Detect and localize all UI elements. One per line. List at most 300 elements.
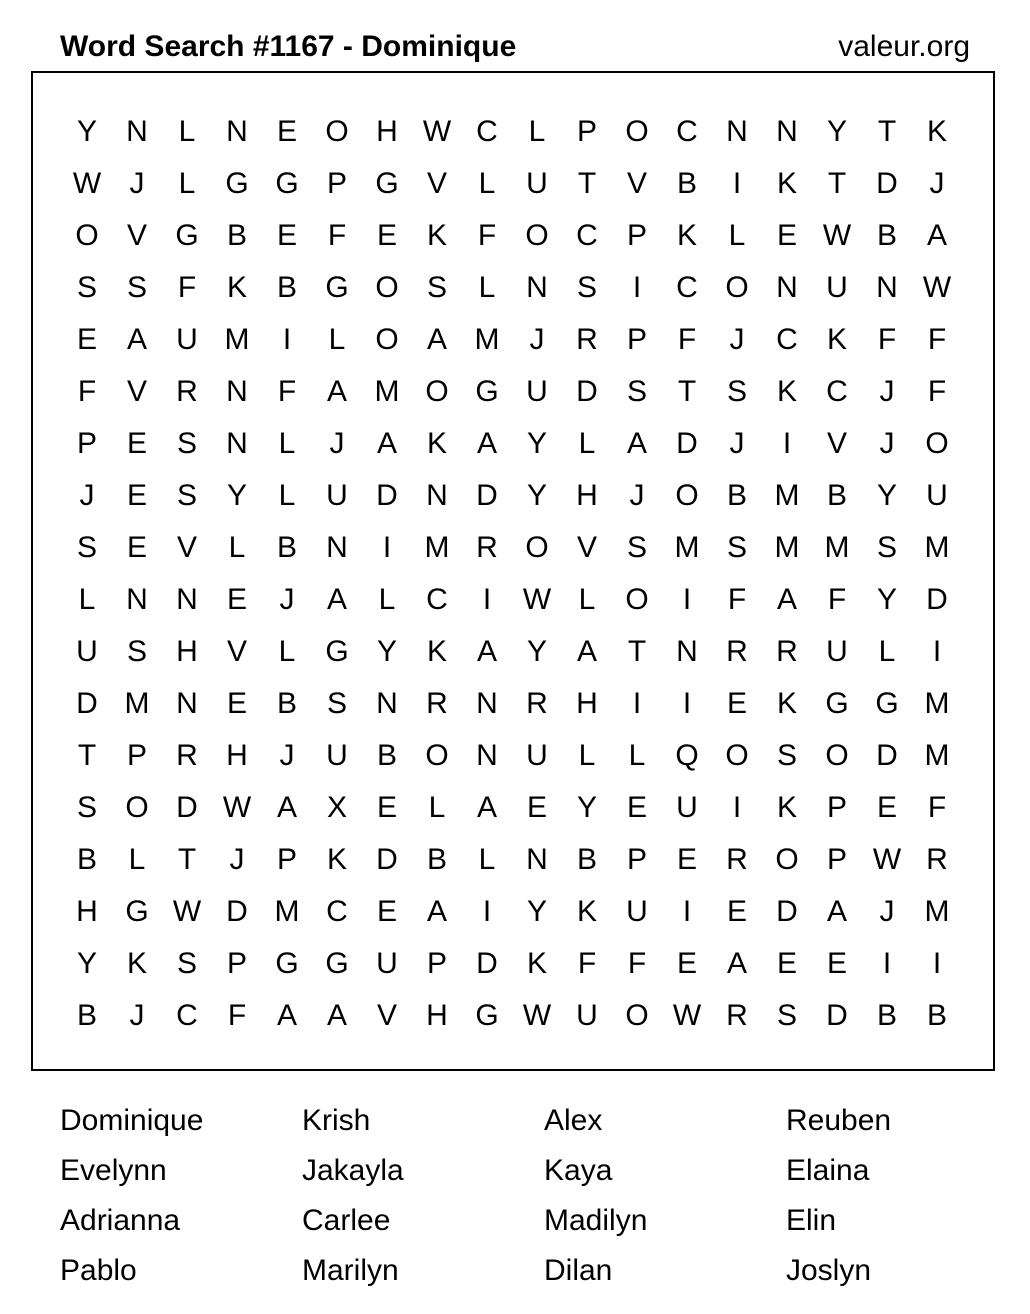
grid-cell[interactable]: G — [825, 687, 849, 720]
grid-cell[interactable]: N — [226, 375, 248, 408]
grid-cell[interactable]: B — [76, 843, 97, 876]
grid-cell[interactable]: O — [925, 427, 949, 460]
grid-cell[interactable]: C — [326, 895, 348, 928]
grid-cell[interactable]: K — [126, 947, 147, 980]
grid-cell[interactable]: L — [578, 583, 596, 616]
grid-cell[interactable]: G — [325, 271, 349, 304]
grid-cell[interactable]: E — [276, 115, 297, 148]
grid-cell[interactable]: A — [926, 219, 947, 252]
grid-cell[interactable]: S — [126, 635, 147, 668]
grid-cell[interactable]: A — [726, 947, 747, 980]
grid-cell[interactable]: E — [76, 323, 97, 356]
grid-cell[interactable]: K — [676, 219, 697, 252]
grid-cell[interactable]: L — [578, 739, 596, 772]
grid-cell[interactable]: B — [926, 999, 947, 1032]
grid-cell[interactable]: S — [876, 531, 897, 564]
grid-cell[interactable]: C — [676, 271, 698, 304]
grid-cell[interactable]: H — [76, 895, 98, 928]
grid-cell[interactable]: P — [426, 947, 447, 980]
grid-cell[interactable]: E — [676, 843, 697, 876]
grid-cell[interactable]: R — [726, 843, 748, 876]
grid-cell[interactable]: A — [376, 427, 397, 460]
grid-cell[interactable]: Y — [76, 115, 97, 148]
grid-cell[interactable]: C — [426, 583, 448, 616]
grid-cell[interactable]: T — [177, 843, 197, 876]
grid-cell[interactable]: D — [876, 739, 898, 772]
grid-cell[interactable]: U — [926, 479, 948, 512]
grid-cell[interactable]: V — [626, 167, 647, 200]
grid-cell[interactable]: G — [175, 219, 199, 252]
grid-cell[interactable]: C — [826, 375, 848, 408]
grid-cell[interactable]: K — [776, 687, 797, 720]
grid-cell[interactable]: E — [126, 531, 147, 564]
grid-cell[interactable]: O — [725, 271, 749, 304]
grid-cell[interactable]: D — [926, 583, 948, 616]
grid-cell[interactable]: E — [626, 791, 647, 824]
grid-cell[interactable]: M — [424, 531, 450, 564]
grid-cell[interactable]: W — [672, 999, 702, 1032]
grid-cell[interactable]: G — [325, 635, 349, 668]
grid-cell[interactable]: S — [176, 947, 197, 980]
grid-cell[interactable]: M — [924, 739, 950, 772]
grid-cell[interactable]: D — [776, 895, 798, 928]
grid-cell[interactable]: U — [826, 635, 848, 668]
grid-cell[interactable]: O — [625, 999, 649, 1032]
grid-cell[interactable]: L — [478, 843, 496, 876]
grid-cell[interactable]: N — [476, 687, 498, 720]
grid-cell[interactable]: S — [626, 531, 647, 564]
grid-cell[interactable]: G — [225, 167, 249, 200]
grid-cell[interactable]: A — [326, 375, 347, 408]
grid-cell[interactable]: E — [826, 947, 847, 980]
grid-cell[interactable]: J — [279, 583, 295, 616]
grid-cell[interactable]: A — [326, 583, 347, 616]
grid-cell[interactable]: K — [326, 843, 347, 876]
grid-cell[interactable]: C — [176, 999, 198, 1032]
grid-cell[interactable]: N — [326, 531, 348, 564]
grid-cell[interactable]: B — [676, 167, 697, 200]
grid-cell[interactable]: E — [126, 427, 147, 460]
grid-cell[interactable]: U — [576, 999, 598, 1032]
grid-cell[interactable]: P — [826, 843, 847, 876]
grid-cell[interactable]: A — [276, 791, 297, 824]
grid-cell[interactable]: Y — [526, 895, 547, 928]
grid-cell[interactable]: F — [827, 583, 847, 616]
grid-cell[interactable]: O — [425, 375, 449, 408]
grid-cell[interactable]: R — [726, 999, 748, 1032]
grid-cell[interactable]: E — [276, 219, 297, 252]
grid-cell[interactable]: A — [576, 635, 597, 668]
grid-cell[interactable]: Y — [876, 583, 897, 616]
grid-cell[interactable]: E — [726, 895, 747, 928]
grid-cell[interactable]: F — [927, 791, 947, 824]
grid-cell[interactable]: M — [224, 323, 250, 356]
grid-cell[interactable]: D — [176, 791, 198, 824]
grid-cell[interactable]: O — [675, 479, 699, 512]
grid-cell[interactable]: P — [326, 167, 347, 200]
grid-cell[interactable]: O — [375, 271, 399, 304]
grid-cell[interactable]: Y — [526, 479, 547, 512]
grid-cell[interactable]: B — [276, 687, 297, 720]
grid-cell[interactable]: L — [78, 583, 96, 616]
grid-cell[interactable]: S — [76, 271, 97, 304]
grid-cell[interactable]: B — [876, 999, 897, 1032]
grid-cell[interactable]: K — [426, 427, 447, 460]
grid-cell[interactable]: N — [176, 687, 198, 720]
grid-cell[interactable]: A — [276, 999, 297, 1032]
grid-cell[interactable]: D — [76, 687, 98, 720]
grid-cell[interactable]: W — [422, 115, 452, 148]
grid-cell[interactable]: T — [677, 375, 697, 408]
grid-cell[interactable]: F — [77, 375, 97, 408]
grid-cell[interactable]: P — [576, 115, 597, 148]
grid-cell[interactable]: D — [876, 167, 898, 200]
grid-cell[interactable]: F — [627, 947, 647, 980]
grid-cell[interactable]: E — [376, 219, 397, 252]
grid-cell[interactable]: O — [525, 219, 549, 252]
grid-cell[interactable]: D — [676, 427, 698, 460]
grid-cell[interactable]: J — [129, 999, 145, 1032]
grid-cell[interactable]: N — [726, 115, 748, 148]
grid-cell[interactable]: N — [526, 843, 548, 876]
grid-cell[interactable]: R — [926, 843, 948, 876]
grid-cell[interactable]: T — [577, 167, 597, 200]
grid-cell[interactable]: I — [682, 895, 692, 928]
grid-cell[interactable]: K — [226, 271, 247, 304]
grid-cell[interactable]: O — [775, 843, 799, 876]
grid-cell[interactable]: T — [77, 739, 97, 772]
grid-cell[interactable]: S — [726, 375, 747, 408]
grid-cell[interactable]: A — [426, 323, 447, 356]
grid-cell[interactable]: L — [728, 219, 746, 252]
grid-cell[interactable]: P — [826, 791, 847, 824]
grid-cell[interactable]: N — [226, 427, 248, 460]
grid-cell[interactable]: Y — [876, 479, 897, 512]
grid-cell[interactable]: J — [79, 479, 95, 512]
grid-cell[interactable]: R — [176, 739, 198, 772]
grid-cell[interactable]: L — [278, 479, 296, 512]
grid-cell[interactable]: I — [882, 947, 892, 980]
grid-cell[interactable]: Y — [376, 635, 397, 668]
grid-cell[interactable]: G — [325, 947, 349, 980]
grid-cell[interactable]: W — [872, 843, 902, 876]
grid-cell[interactable]: H — [226, 739, 248, 772]
grid-cell[interactable]: N — [176, 583, 198, 616]
grid-cell[interactable]: G — [275, 947, 299, 980]
grid-cell[interactable]: E — [126, 479, 147, 512]
grid-cell[interactable]: P — [626, 843, 647, 876]
grid-cell[interactable]: S — [776, 999, 797, 1032]
grid-cell[interactable]: V — [126, 375, 147, 408]
grid-cell[interactable]: V — [426, 167, 447, 200]
grid-cell[interactable]: P — [626, 219, 647, 252]
grid-cell[interactable]: S — [176, 479, 197, 512]
grid-cell[interactable]: I — [682, 687, 692, 720]
grid-cell[interactable]: C — [476, 115, 498, 148]
grid-cell[interactable]: A — [826, 895, 847, 928]
grid-cell[interactable]: F — [277, 375, 297, 408]
grid-cell[interactable]: U — [526, 375, 548, 408]
grid-cell[interactable]: I — [482, 895, 492, 928]
grid-cell[interactable]: F — [927, 323, 947, 356]
grid-cell[interactable]: C — [776, 323, 798, 356]
grid-cell[interactable]: A — [476, 791, 497, 824]
grid-cell[interactable]: L — [278, 427, 296, 460]
grid-cell[interactable]: V — [126, 219, 147, 252]
grid-cell[interactable]: R — [176, 375, 198, 408]
grid-cell[interactable]: T — [627, 635, 647, 668]
grid-cell[interactable]: W — [522, 999, 552, 1032]
grid-cell[interactable]: O — [125, 791, 149, 824]
grid-cell[interactable]: U — [176, 323, 198, 356]
grid-cell[interactable]: K — [576, 895, 597, 928]
grid-cell[interactable]: B — [376, 739, 397, 772]
grid-cell[interactable]: I — [932, 947, 942, 980]
grid-cell[interactable]: S — [626, 375, 647, 408]
grid-cell[interactable]: J — [729, 323, 745, 356]
grid-cell[interactable]: I — [382, 531, 392, 564]
grid-cell[interactable]: F — [727, 583, 747, 616]
grid-cell[interactable]: X — [326, 791, 347, 824]
grid-cell[interactable]: D — [576, 375, 598, 408]
grid-cell[interactable]: I — [482, 583, 492, 616]
grid-cell[interactable]: A — [476, 635, 497, 668]
grid-cell[interactable]: U — [826, 271, 848, 304]
grid-cell[interactable]: S — [76, 791, 97, 824]
grid-cell[interactable]: I — [632, 271, 642, 304]
grid-cell[interactable]: Y — [826, 115, 847, 148]
grid-cell[interactable]: O — [725, 739, 749, 772]
grid-cell[interactable]: A — [626, 427, 647, 460]
grid-cell[interactable]: B — [876, 219, 897, 252]
grid-cell[interactable]: O — [625, 583, 649, 616]
grid-cell[interactable]: D — [376, 843, 398, 876]
grid-cell[interactable]: Y — [226, 479, 247, 512]
grid-cell[interactable]: J — [879, 427, 895, 460]
grid-cell[interactable]: E — [526, 791, 547, 824]
grid-cell[interactable]: I — [732, 791, 742, 824]
grid-cell[interactable]: U — [676, 791, 698, 824]
grid-cell[interactable]: I — [782, 427, 792, 460]
grid-cell[interactable]: N — [776, 271, 798, 304]
grid-cell[interactable]: I — [932, 635, 942, 668]
grid-cell[interactable]: G — [375, 167, 399, 200]
grid-cell[interactable]: M — [774, 479, 800, 512]
grid-cell[interactable]: L — [178, 167, 196, 200]
grid-cell[interactable]: N — [476, 739, 498, 772]
grid-cell[interactable]: G — [875, 687, 899, 720]
grid-cell[interactable]: J — [129, 167, 145, 200]
grid-cell[interactable]: P — [276, 843, 297, 876]
grid-cell[interactable]: M — [474, 323, 500, 356]
grid-cell[interactable]: G — [475, 999, 499, 1032]
grid-cell[interactable]: I — [282, 323, 292, 356]
grid-cell[interactable]: P — [226, 947, 247, 980]
grid-cell[interactable]: O — [375, 323, 399, 356]
grid-cell[interactable]: L — [528, 115, 546, 148]
grid-cell[interactable]: Y — [576, 791, 597, 824]
grid-cell[interactable]: N — [776, 115, 798, 148]
grid-cell[interactable]: S — [576, 271, 597, 304]
grid-cell[interactable]: F — [577, 947, 597, 980]
grid-cell[interactable]: S — [726, 531, 747, 564]
grid-cell[interactable]: F — [227, 999, 247, 1032]
grid-cell[interactable]: L — [378, 583, 396, 616]
grid-cell[interactable]: B — [226, 219, 247, 252]
grid-cell[interactable]: Y — [526, 635, 547, 668]
grid-cell[interactable]: R — [426, 687, 448, 720]
grid-cell[interactable]: K — [826, 323, 847, 356]
grid-cell[interactable]: J — [529, 323, 545, 356]
grid-cell[interactable]: J — [879, 895, 895, 928]
grid-cell[interactable]: M — [824, 531, 850, 564]
grid-cell[interactable]: J — [279, 739, 295, 772]
grid-cell[interactable]: W — [522, 583, 552, 616]
grid-cell[interactable]: M — [274, 895, 300, 928]
grid-cell[interactable]: E — [376, 791, 397, 824]
grid-cell[interactable]: J — [879, 375, 895, 408]
grid-cell[interactable]: V — [826, 427, 847, 460]
grid-cell[interactable]: Y — [76, 947, 97, 980]
grid-cell[interactable]: R — [576, 323, 598, 356]
grid-cell[interactable]: P — [626, 323, 647, 356]
grid-cell[interactable]: I — [732, 167, 742, 200]
grid-cell[interactable]: E — [876, 791, 897, 824]
grid-cell[interactable]: M — [924, 895, 950, 928]
grid-cell[interactable]: R — [526, 687, 548, 720]
grid-cell[interactable]: L — [478, 271, 496, 304]
grid-cell[interactable]: E — [226, 687, 247, 720]
grid-cell[interactable]: W — [922, 271, 952, 304]
grid-cell[interactable]: F — [677, 323, 697, 356]
grid-cell[interactable]: G — [475, 375, 499, 408]
grid-cell[interactable]: H — [426, 999, 448, 1032]
grid-cell[interactable]: L — [128, 843, 146, 876]
grid-cell[interactable]: K — [926, 115, 947, 148]
grid-cell[interactable]: F — [927, 375, 947, 408]
grid-cell[interactable]: U — [626, 895, 648, 928]
grid-cell[interactable]: K — [776, 375, 797, 408]
grid-cell[interactable]: J — [629, 479, 645, 512]
grid-cell[interactable]: E — [226, 583, 247, 616]
grid-cell[interactable]: F — [477, 219, 497, 252]
grid-cell[interactable]: Y — [526, 427, 547, 460]
grid-cell[interactable]: H — [176, 635, 198, 668]
grid-cell[interactable]: M — [674, 531, 700, 564]
grid-cell[interactable]: M — [924, 687, 950, 720]
grid-cell[interactable]: S — [126, 271, 147, 304]
grid-cell[interactable]: N — [376, 687, 398, 720]
grid-cell[interactable]: L — [628, 739, 646, 772]
grid-cell[interactable]: U — [326, 479, 348, 512]
grid-cell[interactable]: O — [825, 739, 849, 772]
grid-cell[interactable]: K — [776, 791, 797, 824]
grid-cell[interactable]: K — [426, 635, 447, 668]
grid-cell[interactable]: L — [178, 115, 196, 148]
grid-cell[interactable]: B — [276, 271, 297, 304]
grid-cell[interactable]: W — [172, 895, 202, 928]
grid-cell[interactable]: L — [228, 531, 246, 564]
grid-cell[interactable]: E — [726, 687, 747, 720]
grid-cell[interactable]: U — [326, 739, 348, 772]
grid-cell[interactable]: N — [126, 583, 148, 616]
grid-cell[interactable]: B — [726, 479, 747, 512]
grid-cell[interactable]: L — [578, 427, 596, 460]
grid-cell[interactable]: M — [124, 687, 150, 720]
grid-cell[interactable]: E — [676, 947, 697, 980]
grid-cell[interactable]: D — [826, 999, 848, 1032]
grid-cell[interactable]: V — [176, 531, 197, 564]
grid-cell[interactable]: U — [376, 947, 398, 980]
grid-cell[interactable]: M — [924, 531, 950, 564]
grid-cell[interactable]: Q — [675, 739, 699, 772]
grid-cell[interactable]: U — [76, 635, 98, 668]
grid-cell[interactable]: B — [576, 843, 597, 876]
grid-cell[interactable]: H — [376, 115, 398, 148]
grid-cell[interactable]: K — [776, 167, 797, 200]
grid-cell[interactable]: H — [576, 687, 598, 720]
grid-cell[interactable]: P — [126, 739, 147, 772]
grid-cell[interactable]: E — [776, 219, 797, 252]
grid-cell[interactable]: A — [776, 583, 797, 616]
grid-cell[interactable]: E — [776, 947, 797, 980]
grid-cell[interactable]: D — [476, 947, 498, 980]
grid-cell[interactable]: O — [625, 115, 649, 148]
grid-cell[interactable]: V — [576, 531, 597, 564]
grid-cell[interactable]: A — [326, 999, 347, 1032]
grid-cell[interactable]: N — [876, 271, 898, 304]
grid-cell[interactable]: A — [426, 895, 447, 928]
grid-cell[interactable]: I — [632, 687, 642, 720]
grid-cell[interactable]: V — [226, 635, 247, 668]
grid-cell[interactable]: D — [376, 479, 398, 512]
grid-cell[interactable]: L — [478, 167, 496, 200]
grid-cell[interactable]: B — [426, 843, 447, 876]
grid-cell[interactable]: N — [676, 635, 698, 668]
grid-cell[interactable]: J — [929, 167, 945, 200]
grid-cell[interactable]: B — [276, 531, 297, 564]
grid-cell[interactable]: C — [676, 115, 698, 148]
grid-cell[interactable]: J — [329, 427, 345, 460]
grid-cell[interactable]: M — [774, 531, 800, 564]
grid-cell[interactable]: R — [476, 531, 498, 564]
grid-cell[interactable]: O — [425, 739, 449, 772]
grid-cell[interactable]: L — [428, 791, 446, 824]
grid-cell[interactable]: A — [476, 427, 497, 460]
grid-cell[interactable]: N — [526, 271, 548, 304]
grid-cell[interactable]: D — [476, 479, 498, 512]
grid-cell[interactable]: W — [222, 791, 252, 824]
grid-cell[interactable]: O — [75, 219, 99, 252]
grid-cell[interactable]: S — [776, 739, 797, 772]
grid-cell[interactable]: O — [525, 531, 549, 564]
grid-cell[interactable]: L — [278, 635, 296, 668]
grid-cell[interactable]: L — [878, 635, 896, 668]
grid-cell[interactable]: O — [325, 115, 349, 148]
grid-cell[interactable]: G — [275, 167, 299, 200]
grid-cell[interactable]: R — [776, 635, 798, 668]
grid-cell[interactable]: F — [877, 323, 897, 356]
grid-cell[interactable]: I — [682, 583, 692, 616]
grid-cell[interactable]: T — [827, 167, 847, 200]
grid-cell[interactable]: H — [576, 479, 598, 512]
grid-cell[interactable]: D — [226, 895, 248, 928]
grid-cell[interactable]: L — [328, 323, 346, 356]
grid-cell[interactable]: M — [374, 375, 400, 408]
grid-cell[interactable]: C — [576, 219, 598, 252]
grid-cell[interactable]: W — [822, 219, 852, 252]
grid-cell[interactable]: P — [76, 427, 97, 460]
